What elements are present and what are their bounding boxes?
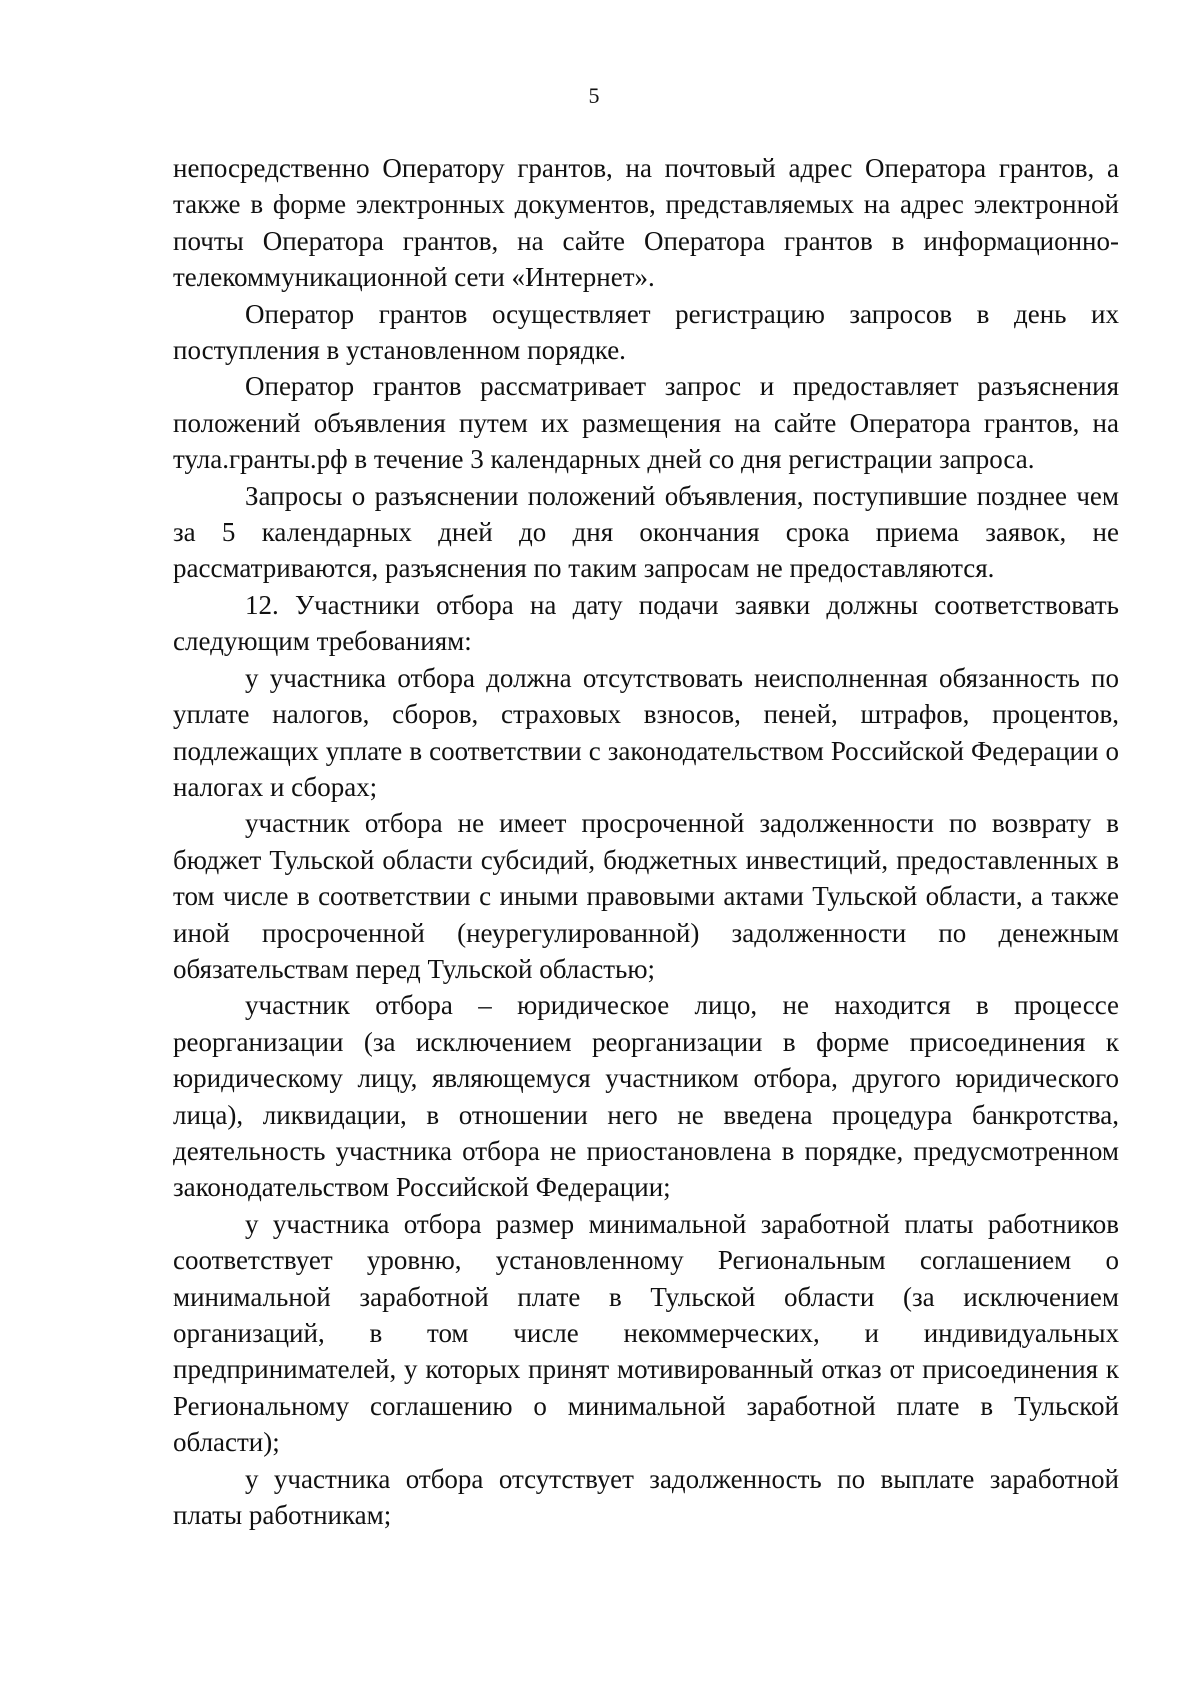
page-number: 5: [588, 83, 600, 108]
paragraph: непосредственно Оператору грантов, на почтовый адрес Оператора грантов, а также в форме электронных документов, представляемых на адрес электронной почты Оператора грантов, на сайте Оператора грантов в информационно-телекоммуникационной сети «Интернет».: [173, 153, 1119, 293]
paragraph: Запросы о разъяснении положений объявления, поступившие позднее чем за 5 календарных дней до дня окончания срока приема заявок, не рассматриваются, разъяснения по таким запросам не предоставляются.: [173, 480, 1119, 584]
paragraph: у участника отбора должна отсутствовать неисполненная обязанность по уплате налогов, сборов, страховых взносов, пеней, штрафов, процентов, подлежащих уплате в соответствии с законодательством Российской Федерации о налогах и сборах;: [173, 662, 1119, 802]
paragraph: Оператор грантов рассматривает запрос и предоставляет разъяснения положений объявления путем их размещения на сайте Оператора грантов, на тула.гранты.рф в течение 3 календарных дней со дня регистрации запроса.: [173, 371, 1119, 475]
document-body: [173, 150, 1119, 1533]
paragraph: участник отбора не имеет просроченной задолженности по возврату в бюджет Тульской области субсидий, бюджетных инвестиций, предоставленных в том числе в соответствии с иными правовыми актами Тульской области, а также иной просроченной (неурегулированной) задолженности по денежным обязательствам перед Тульской областью;: [173, 808, 1119, 984]
paragraph: Оператор грантов осуществляет регистрацию запросов в день их поступления в установленном порядке.: [173, 298, 1119, 366]
paragraph: у участника отбора размер минимальной заработной платы работников соответствует уровню, установленному Региональным соглашением о минимальной заработной плате в Тульской области (за исключением организаций, в том числе некоммерческих, и индивидуальных предпринимателей, у которых принят мотивированный отказ от присоединения к Региональному соглашению о минимальной заработной плате в Тульской области);: [173, 1208, 1119, 1458]
paragraph: у участника отбора отсутствует задолженность по выплате заработной платы работникам;: [173, 1463, 1119, 1531]
paragraph: участник отбора – юридическое лицо, не находится в процессе реорганизации (за исключением реорганизации в форме присоединения к юридическому лицу, являющемуся участником отбора, другого юридического лица), ликвидации, в отношении него не введена процедура банкротства, деятельность участника отбора не приостановлена в порядке, предусмотренном законодательством Российской Федерации;: [173, 990, 1119, 1203]
paragraph: 12. Участники отбора на дату подачи заявки должны соответствовать следующим требованиям:: [173, 589, 1119, 657]
